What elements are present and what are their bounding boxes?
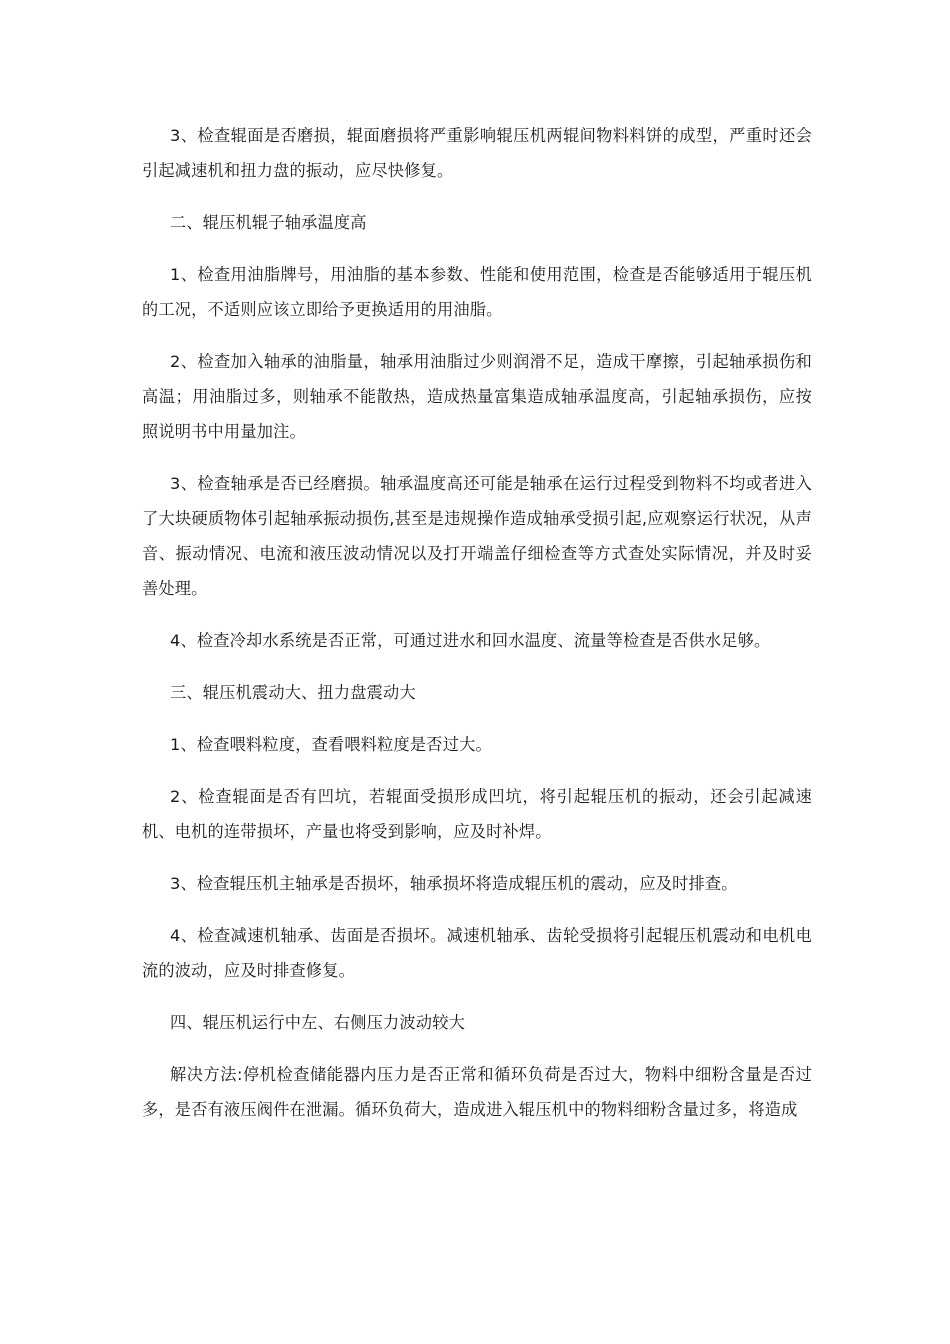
paragraph-roll-pits: 2、检查辊面是否有凹坑，若辊面受损形成凹坑，将引起辊压机的振动，还会引起减速机、电机的连带损坏，产量也将受到影响，应及时补焊。 — [142, 787, 812, 841]
paragraph-feed-size: 1、检查喂料粒度，查看喂料粒度是否过大。 — [170, 735, 492, 754]
paragraph-grease-amount: 2、检查加入轴承的油脂量，轴承用油脂过少则润滑不足，造成干摩擦，引起轴承损伤和高温；用油脂过多，则轴承不能散热，造成热量富集造成轴承温度高，引起轴承损伤，应按照说明书中用量加注。 — [142, 352, 812, 441]
paragraph-bearing-wear: 3、检查轴承是否已经磨损。轴承温度高还可能是轴承在运行过程受到物料不均或者进入了大块硬质物体引起轴承振动损伤,甚至是违规操作造成轴承受损引起,应观察运行状况，从声音、振动情况、电流和液压波动情况以及打开端盖仔细检查等方式查处实际情况，并及时妥善处理。 — [142, 474, 812, 598]
paragraph-main-bearing: 3、检查辊压机主轴承是否损坏，轴承损坏将造成辊压机的震动，应及时排查。 — [170, 874, 738, 893]
document-body — [142, 118, 812, 1144]
section-heading-vibration: 三、辊压机震动大、扭力盘震动大 — [170, 683, 416, 702]
paragraph-roll-surface-wear: 3、检查辊面是否磨损，辊面磨损将严重影响辊压机两辊间物料料饼的成型，严重时还会引起减速机和扭力盘的振动，应尽快修复。 — [142, 126, 812, 180]
paragraph-solution: 解决方法:停机检查储能器内压力是否正常和循环负荷是否过大，物料中细粉含量是否过多，是否有液压阀件在泄漏。循环负荷大，造成进入辊压机中的物料细粉含量过多，将造成 — [142, 1065, 812, 1119]
section-heading-bearing-temperature: 二、辊压机辊子轴承温度高 — [170, 213, 367, 232]
paragraph-reducer-bearing: 4、检查减速机轴承、齿面是否损坏。减速机轴承、齿轮受损将引起辊压机震动和电机电流的波动，应及时排查修复。 — [142, 926, 812, 980]
section-heading-pressure-fluctuation: 四、辊压机运行中左、右侧压力波动较大 — [170, 1013, 465, 1032]
paragraph-cooling-water: 4、检查冷却水系统是否正常，可通过进水和回水温度、流量等检查是否供水足够。 — [170, 631, 771, 650]
paragraph-grease-grade: 1、检查用油脂牌号，用油脂的基本参数、性能和使用范围，检查是否能够适用于辊压机的工况，不适则应该立即给予更换适用的用油脂。 — [142, 265, 812, 319]
